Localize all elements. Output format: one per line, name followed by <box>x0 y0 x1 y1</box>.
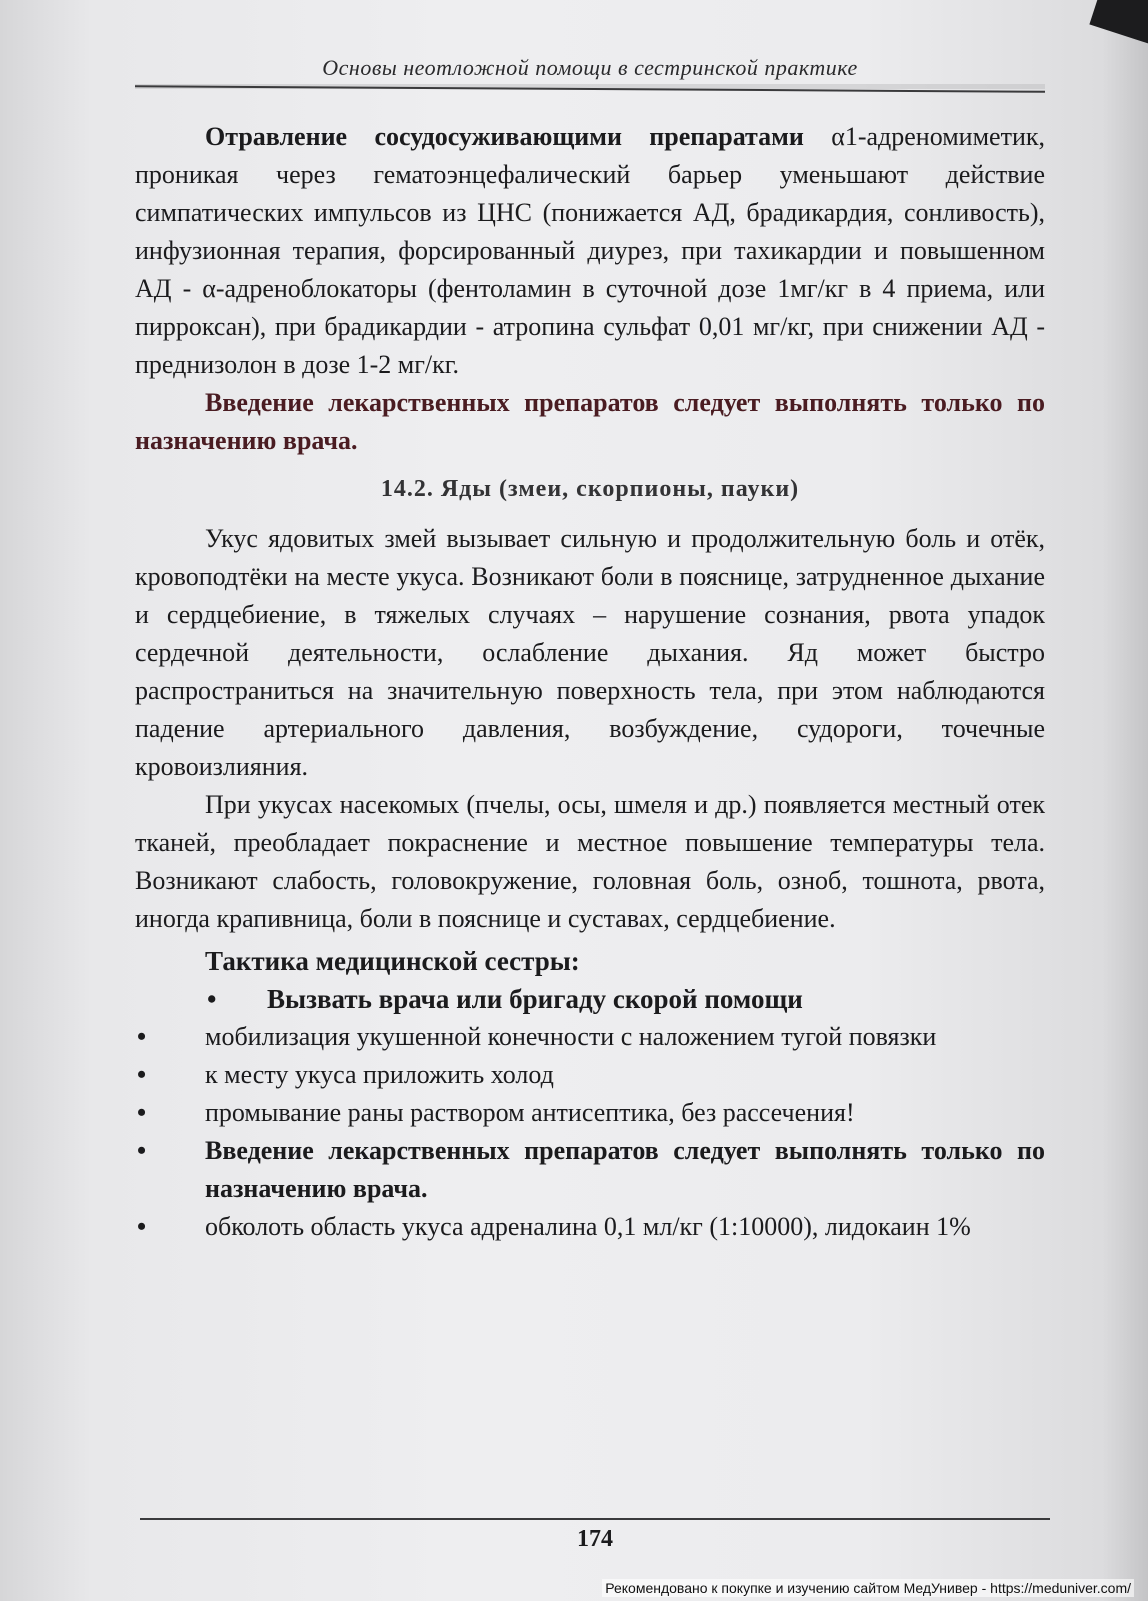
bullet-icon: • <box>137 1060 147 1089</box>
tactics-heading: Тактика медицинской сестры: <box>205 946 580 976</box>
paragraph-body: α1-адреномиметик, проникая через гематоэнцефалический барьер уменьшают действие симпатических импульсов из ЦНС (понижается АД, брадикардия, сонливость), инфузионная терапия, форсированный диурез, при тахикардии и повышенном АД - α-адреноблокаторы (фентоламин в суточной дозе 1мг/кг в 4 приема, или пирроксан), при брадикардии - атропина сульфат 0,01 мг/кг, при снижении АД - преднизолон в дозе 1-2 мг/кг. <box>135 122 1045 379</box>
list-item <box>135 1208 1045 1246</box>
footer-rule <box>140 1518 1050 1520</box>
list-item-text: обколоть область укуса адреналина 0,1 мл/кг (1:10000), лидокаин 1% <box>205 1212 971 1241</box>
running-head: Основы неотложной помощи в сестринской практике <box>322 55 858 80</box>
list-item <box>135 1056 1045 1094</box>
paragraph-snake-bite: Укус ядовитых змей вызывает сильную и продолжительную боль и отёк, кровоподтёки на месте укуса. Возникают боли в пояснице, затрудненное дыхание и сердцебиение, в тяжелых случаях – нарушение сознания, рвота упадок сердечной деятельности, ослабление дыхания. Яд может быстро распространиться на значительную поверхность тела, при этом наблюдаются падение артериального давления, возбуждение, судороги, точечные кровоизлияния. <box>135 524 1045 781</box>
tactics-list <box>135 1018 1045 1246</box>
list-item <box>135 1018 1045 1056</box>
bullet-icon: • <box>207 984 217 1014</box>
bullet-icon: • <box>137 1212 147 1241</box>
bullet-icon: • <box>137 1022 147 1051</box>
paragraph-insect-bite: При укусах насекомых (пчелы, осы, шмеля и др.) появляется местный отек тканей, преобладает покраснение и местное повышение температуры тела. Возникают слабость, головокружение, головная боль, озноб, тошнота, рвота, иногда крапивница, боли в пояснице и суставах, сердцебиение. <box>135 790 1045 933</box>
list-item <box>135 1094 1045 1132</box>
list-item-text: Вызвать врача или бригаду скорой помощи <box>267 984 803 1014</box>
bullet-icon: • <box>137 1098 147 1127</box>
list-item-warning <box>135 1132 1045 1208</box>
bullet-icon: • <box>137 1136 147 1165</box>
paragraph-vasoconstrictor-poisoning <box>135 118 1045 384</box>
list-item-text: к месту укуса приложить холод <box>205 1060 554 1089</box>
doctor-prescription-warning: Введение лекарственных препаратов следует выполнять только по назначению врача. <box>135 388 1045 455</box>
list-item-call-doctor <box>135 980 1045 1018</box>
paragraph-lead: Отравление сосудосуживающими препаратами <box>205 122 804 151</box>
page-number: 174 <box>577 1526 613 1552</box>
list-item-text: Введение лекарственных препаратов следует выполнять только по назначению врача. <box>205 1136 1045 1203</box>
list-item-text: мобилизация укушенной конечности с наложением тугой повязки <box>205 1022 937 1051</box>
section-title: 14.2. Яды (змеи, скорпионы, пауки) <box>380 476 800 502</box>
page-content <box>135 118 1045 1246</box>
page-corner-shadow <box>1089 0 1148 52</box>
watermark-link[interactable]: Рекомендовано к покупке и изучению сайтом МедУнивер - https://meduniver.com/ <box>602 1579 1134 1597</box>
list-item-text: промывание раны раствором антисептика, без рассечения! <box>205 1098 855 1127</box>
